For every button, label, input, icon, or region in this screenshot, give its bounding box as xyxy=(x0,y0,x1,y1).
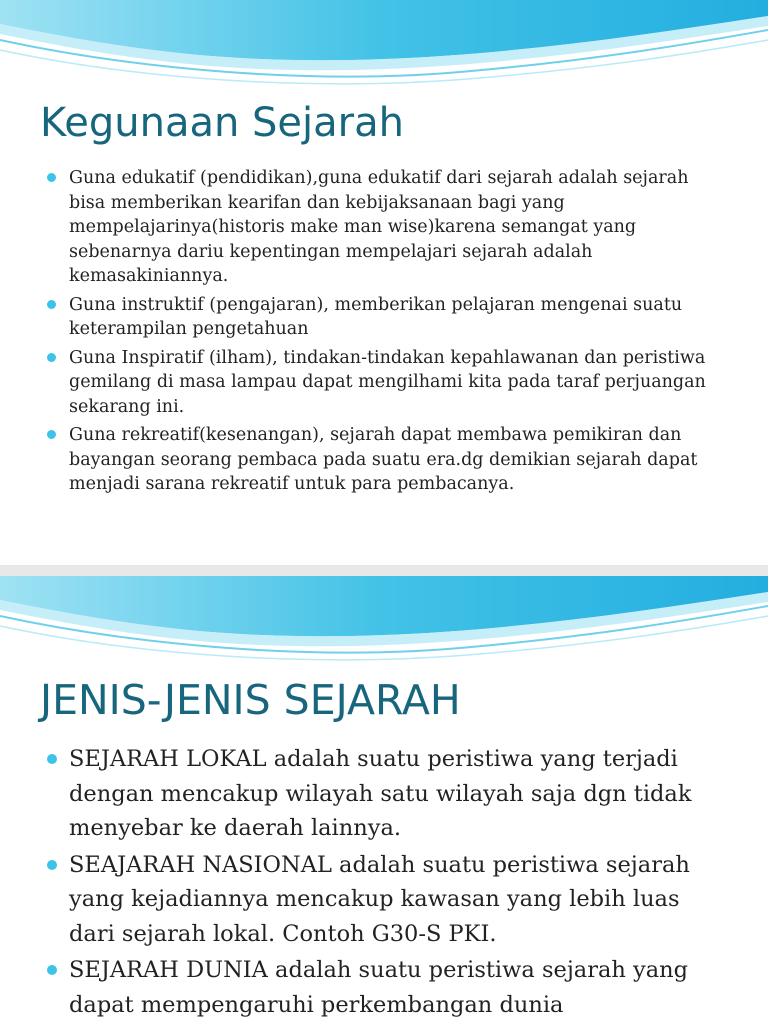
bullet-text: Guna Inspiratif (ilham), tindakan-tindakan kepahlawanan dan peristiwa gemilang di masa lampau dapat mengilhami kita pada taraf perjuangan sekarang ini. xyxy=(69,347,706,417)
header-wave-decoration xyxy=(0,576,768,666)
bullet-text: Guna rekreatif(kesenangan), sejarah dapat membawa pemikiran dan bayangan seorang pembaca pada suatu era.dg demikian sejarah dapat menjadi sarana rekreatif untuk para pembacanya. xyxy=(69,425,698,494)
slide-jenis-jenis-sejarah xyxy=(0,576,768,1024)
list-item xyxy=(44,742,728,846)
list-item xyxy=(44,346,728,420)
bullet-text: SEJARAH DUNIA adalah suatu peristiwa sejarah yang dapat mempengaruhi perkembangan dunia xyxy=(69,957,689,1018)
bullet-text: SEAJARAH NASIONAL adalah suatu peristiwa sejarah yang kejadiannya mencakup kawasan yang lebih luas dari sejarah lokal. Contoh G30-S PKI. xyxy=(69,851,690,947)
bullet-icon xyxy=(47,173,56,182)
list-item xyxy=(44,953,728,1022)
bullet-text: Guna edukatif (pendidikan),guna edukatif dari sejarah adalah sejarah bisa memberikan kearifan dan kebijaksanaan bagi yang mempelajarinya(historis make man wise)karena semangat yang sebenarnya dariu kepentingan mempelajari sejarah adalah kemasakiniannya. xyxy=(69,168,689,286)
bullet-list xyxy=(44,166,728,501)
bullet-text: Guna instruktif (pengajaran), memberikan pelajaran mengenai suatu keterampilan pengetahuan xyxy=(69,294,683,339)
header-wave-decoration xyxy=(0,0,768,90)
slide-title: JENIS-JENIS SEJARAH xyxy=(40,676,461,724)
bullet-icon xyxy=(47,965,57,975)
bullet-text: SEJARAH LOKAL adalah suatu peristiwa yang terjadi dengan mencakup wilayah satu wilayah saja dgn tidak menyebar ke daerah lainnya. xyxy=(69,746,692,841)
bullet-icon xyxy=(47,430,56,439)
list-item xyxy=(44,166,728,289)
bullet-icon xyxy=(47,300,56,309)
slide-separator xyxy=(0,565,768,576)
list-item xyxy=(44,848,728,952)
bullet-icon xyxy=(47,353,56,362)
bullet-icon xyxy=(47,860,57,870)
bullet-icon xyxy=(47,754,57,764)
slide-title: Kegunaan Sejarah xyxy=(40,100,404,146)
list-item xyxy=(44,293,728,342)
bullet-list xyxy=(44,742,728,1024)
list-item xyxy=(44,423,728,497)
